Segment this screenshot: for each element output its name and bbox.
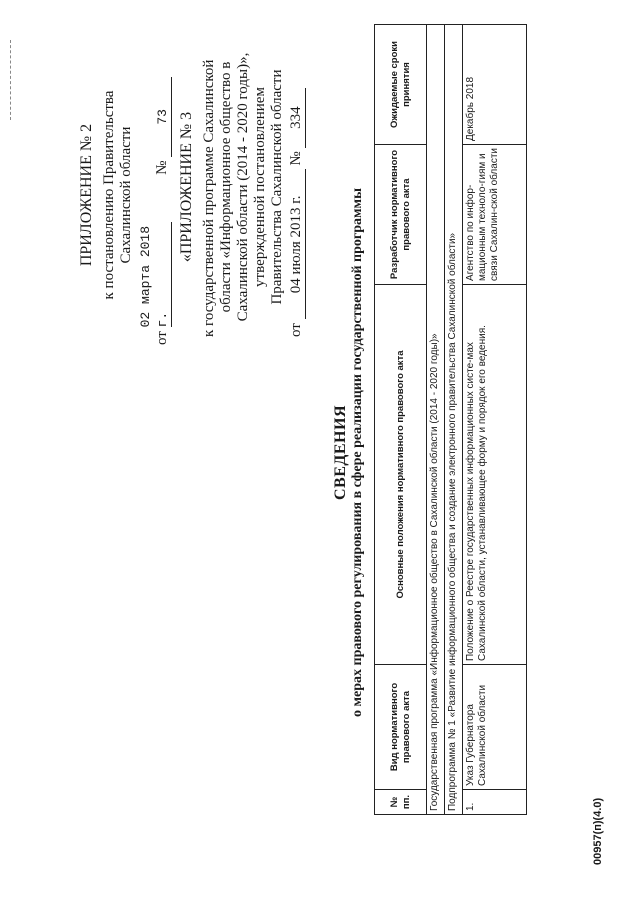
document-subtitle: о мерах правового регулирования в сфере реализации государственной программы: [350, 187, 365, 718]
appendix-3-title: «ПРИЛОЖЕНИЕ № 3: [178, 111, 195, 263]
regulation-table: [374, 24, 527, 815]
subprogram-row-text: Подпрограмма № 1 «Развитие информационного общества и создание электронного правительства Сахалинской области»: [445, 25, 463, 815]
header-act-type: Вид нормативного правового акта: [375, 665, 427, 790]
appendix-2-no-label: №: [154, 160, 170, 175]
appendix-3-line4: утвержденной постановлением: [252, 87, 268, 287]
row-developer: Агентство по инфор-мационным техноло-гиям и связи Сахалин-ской области: [463, 145, 527, 285]
document-title: СВЕДЕНИЯ: [332, 404, 349, 501]
program-row-text: Государственная программа «Информационное общество в Сахалинской области (2014 - 2020 годы)»: [427, 25, 445, 815]
appendix-2-from-label: от: [154, 331, 170, 345]
document-heading: [332, 30, 366, 875]
appendix-3-block: [178, 37, 306, 337]
appendix-3-line3: Сахалинской области (2014 - 2020 годы)»,: [235, 52, 251, 322]
appendix-3-line2: области «Информационное общество в: [218, 61, 234, 313]
appendix-3-line1: к государственной программе Сахалинской: [201, 59, 217, 337]
row-number: 1.: [463, 790, 527, 815]
appendix-2-line1: к постановлению Правительства: [101, 90, 117, 300]
appendix-3-from-label: от: [288, 323, 304, 337]
subprogram-row: [445, 25, 463, 815]
appendix-2-line2: Сахалинской области: [118, 126, 134, 264]
appendix-3-no-label: №: [288, 151, 304, 166]
footer-code: 00957(п)(4.0): [592, 797, 604, 865]
appendix-2-number: 73: [154, 77, 172, 157]
appendix-2-title: ПРИЛОЖЕНИЕ № 2: [78, 123, 95, 267]
row-provisions: Положение о Реестре государственных информационных систе-мах Сахалинской области, устанавливающее форму и порядок его ведения.: [463, 285, 527, 665]
table-header-row: [375, 25, 427, 815]
appendix-2-date: 02 марта 2018 г.: [137, 222, 172, 327]
header-deadline: Ожидаемые сроки принятия: [375, 25, 427, 145]
appendix-3-number: 334: [288, 88, 306, 148]
header-number: № пп.: [375, 790, 427, 815]
program-row: [427, 25, 445, 815]
row-act-type: Указ Губернатора Сахалинской области: [463, 665, 527, 790]
appendix-3-line5: Правительства Сахалинской области: [269, 69, 285, 305]
appendix-3-date-line: [288, 37, 306, 337]
header-provisions: Основные положения нормативного правового акта: [375, 285, 427, 665]
appendix-2-date-line: [137, 45, 172, 345]
header-developer: Разработчик нормативного правового акта: [375, 145, 427, 285]
appendix-3-date: 04 июля 2013 г.: [288, 169, 306, 319]
table-row: [463, 25, 527, 815]
row-deadline: Декабрь 2018: [463, 25, 527, 145]
appendix-2-block: [78, 45, 172, 345]
